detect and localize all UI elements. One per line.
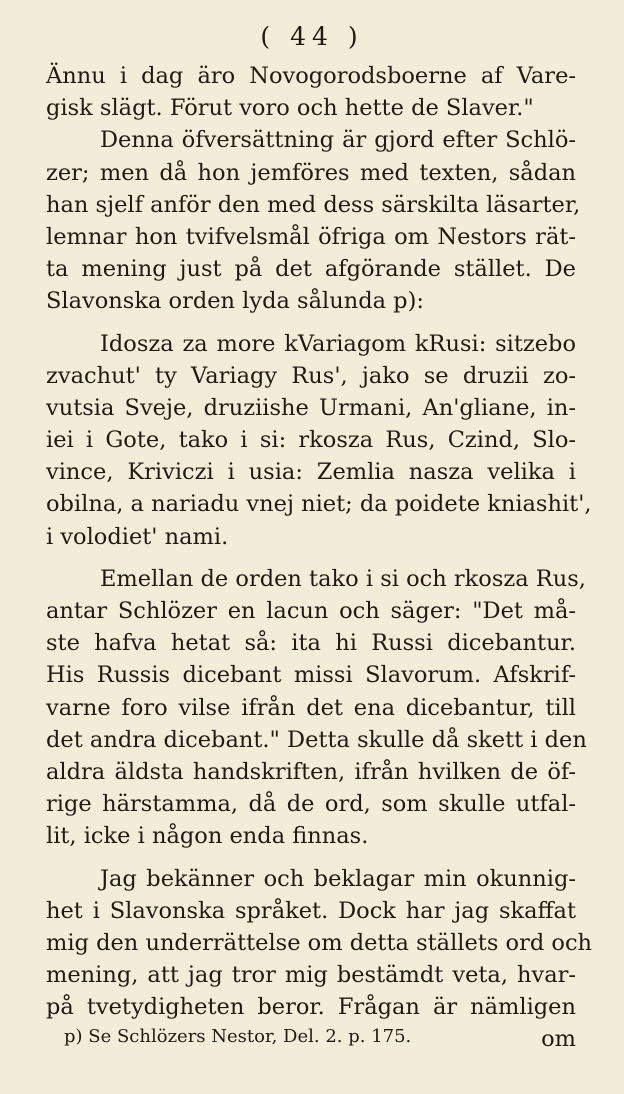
text-line: han sjelf anför den med dess särskilta läsarter, <box>46 191 581 218</box>
main-text <box>46 60 593 1056</box>
text-line: vutsia Sveje, druziishe Urmani, An'gliane, in- <box>46 394 576 421</box>
paragraph-gap <box>46 553 576 563</box>
text-line: obilna, a nariadu vnej niet; da poidete kniashit', <box>46 491 592 518</box>
footnote: p) Se Schlözers Nestor, Del. 2. p. 175. <box>64 1026 412 1047</box>
text-line: rige härstamma, då de ord, som skulle utfal- <box>46 791 576 818</box>
text-line: het i Slavonska språket. Dock har jag skaffat <box>46 897 576 924</box>
text-line: Denna öfversättning är gjord efter Schlö- <box>100 127 576 154</box>
text-line: det andra dicebant." Detta skulle då skett i den <box>46 726 587 753</box>
text-line: zvachut' ty Variagy Rus', jako se druzii zo- <box>46 362 576 389</box>
text-line: mig den underrättelse om detta ställets ord och <box>46 929 593 956</box>
text-line: iei i Gote, tako i si: rkosza Rus, Czind, Slo- <box>46 427 576 454</box>
text-line: antar Schlözer en lacun och säger: "Det må- <box>46 598 576 624</box>
text-line: aldra äldsta handskriften, ifrån hvilken de öf- <box>46 758 576 785</box>
text-line: Jag bekänner och beklagar min okunnig- <box>100 865 576 892</box>
page-number-header: ( 44 ) <box>260 22 364 51</box>
paragraph-gap <box>46 318 576 328</box>
text-line: i volodiet' nami. <box>46 523 229 550</box>
text-line: gisk slägt. Förut voro och hette de Slaver." <box>46 95 534 122</box>
text-line: på tvetydigheten beror. Frågan är nämligen <box>46 994 576 1021</box>
text-line: lemnar hon tvifvelsmål öfriga om Nestors rät- <box>46 223 576 250</box>
text-line: His Russis dicebant missi Slavorum. Afskrif- <box>46 662 576 689</box>
text-line: Ännu i dag äro Novogorodsboerne af Vare- <box>46 63 576 89</box>
text-line: ste hafva hetat så: ita hi Russi dicebantur. <box>46 630 576 657</box>
text-line: ta mening just på det afgörande stället. De <box>46 256 576 283</box>
text-line: varne foro vilse ifrån det ena dicebantur, till <box>46 694 576 721</box>
text-line: vince, Kriviczi i usia: Zemlia nasza velika i <box>46 459 576 486</box>
text-line: mening, att jag tror mig bestämdt veta, hvar- <box>46 962 576 989</box>
text-line: Idosza za more kVariagom kRusi: sitzebo <box>100 330 576 357</box>
text-line: lit, icke i någon enda finnas. <box>46 823 369 850</box>
text-line: om <box>541 1026 576 1053</box>
text-line: zer; men då hon jemföres med texten, sådan <box>46 159 576 186</box>
paragraph-gap <box>46 853 576 863</box>
text-line: Emellan de orden tako i si och rkosza Rus, <box>100 565 586 592</box>
text-line: Slavonska orden lyda sålunda p): <box>46 288 424 315</box>
